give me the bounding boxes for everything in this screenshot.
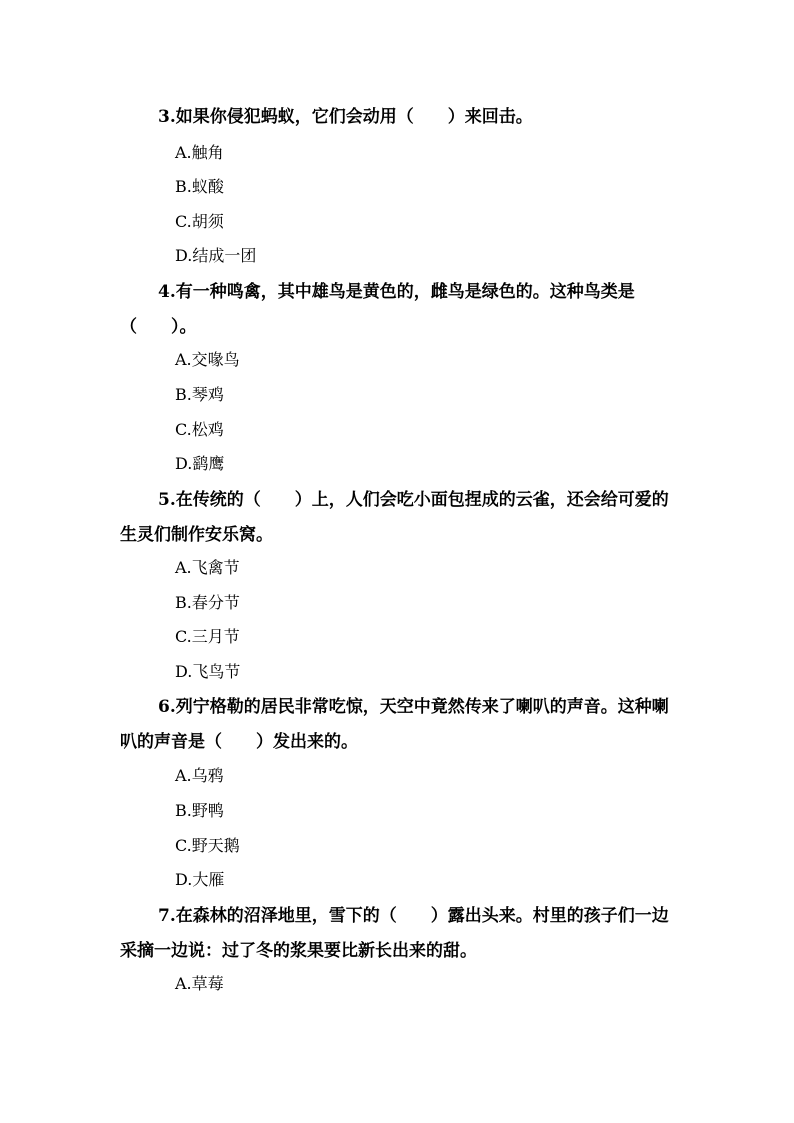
question-7-option-a: A.草莓: [175, 974, 224, 993]
question-3-option-b: B.蚁酸: [175, 177, 224, 196]
question-3-option-d: D.结成一团: [175, 246, 257, 265]
question-6-stem: 6.列宁格勒的居民非常吃惊，天空中竟然传来了喇叭的声音。这种喇叭的声音是（ ）发出来的。: [120, 697, 669, 752]
question-5-option-c: C.三月节: [175, 627, 240, 646]
question-5-option-a: A.飞禽节: [175, 558, 240, 577]
question-4-stem: 4.有一种鸣禽，其中雄鸟是黄色的，雌鸟是绿色的。这种鸟类是（ ）。: [120, 282, 635, 337]
question-6-option-b: B.野鸭: [175, 801, 224, 820]
question-6-option-d: D.大雁: [175, 870, 225, 889]
question-5-option-d: D.飞鸟节: [175, 662, 241, 681]
question-6-option-c: C.野天鹅: [175, 836, 240, 855]
question-7-stem: 7.在森林的沼泽地里，雪下的（ ）露出头来。村里的孩子们一边采摘一边说：过了冬的浆果要比新长出来的甜。: [120, 906, 669, 961]
question-3-option-c: C.胡须: [175, 212, 224, 231]
question-4-option-b: B.琴鸡: [175, 385, 224, 404]
question-4-option-c: C.松鸡: [175, 420, 224, 439]
question-4-option-d: D.鹞鹰: [175, 454, 225, 473]
question-3-option-a: A.触角: [175, 143, 224, 162]
question-6-option-a: A.乌鸦: [175, 766, 224, 785]
question-5-option-b: B.春分节: [175, 593, 240, 612]
question-4-option-a: A.交喙鸟: [175, 350, 240, 369]
question-5-stem: 5.在传统的（ ）上，人们会吃小面包捏成的云雀，还会给可爱的生灵们制作安乐窝。: [120, 490, 669, 545]
question-3-stem: 3.如果你侵犯蚂蚁，它们会动用（ ）来回击。: [158, 107, 533, 127]
